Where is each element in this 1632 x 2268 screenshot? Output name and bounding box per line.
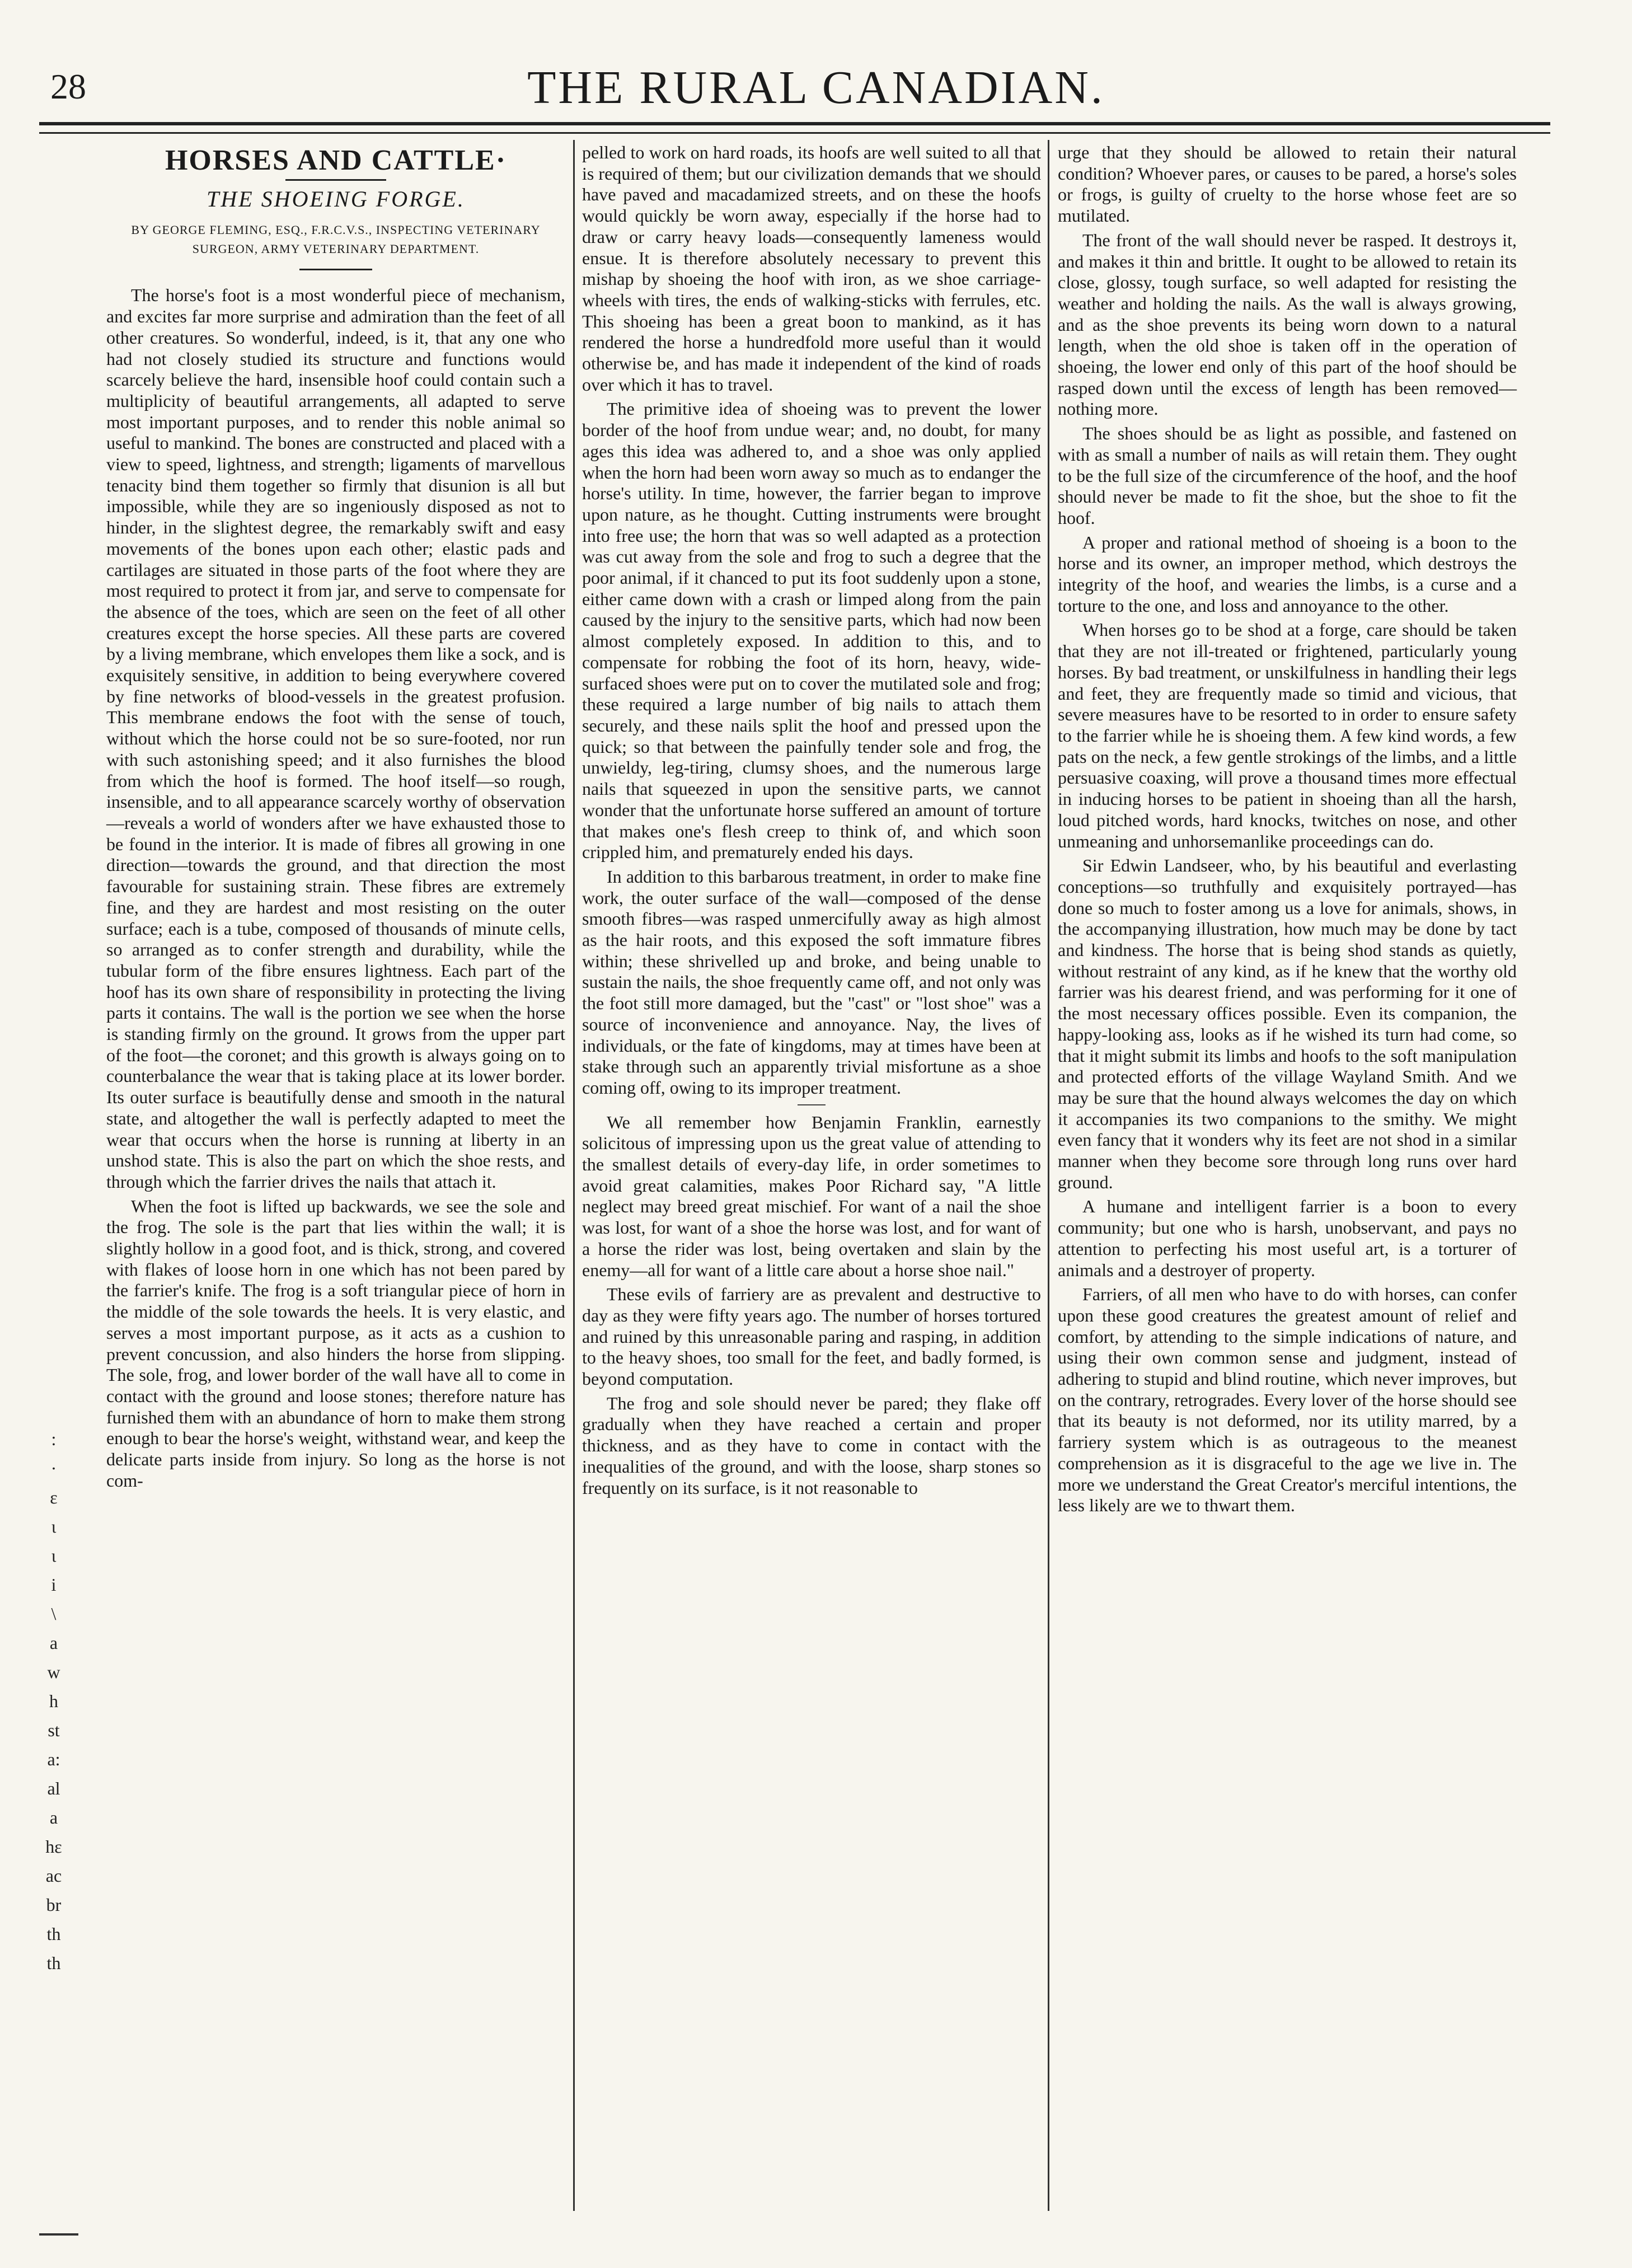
margin-char: ι xyxy=(51,1516,57,1536)
paragraph-separator xyxy=(798,1104,826,1105)
header-rule-thin xyxy=(39,132,1550,134)
margin-char: br xyxy=(46,1895,62,1915)
paragraph: We all remember how Benjamin Franklin, earnestly solicitous of impressing upon us the great value of attending to the smallest details of every-day life, in order sometimes to avoid great calamities, makes Poor Richard say, "A little neglect may breed great mischief. For want of a nail the shoe was lost, for want of a shoe the horse was lost, and for want of a horse the rider was lost, being overtaken and slain by the enemy—all for want of a little care about a horse shoe nail." xyxy=(582,1112,1041,1280)
page-edge-mark xyxy=(39,2233,78,2236)
paragraph: urge that they should be allowed to retain their natural condition? Whoever pares, or causes to be pared, a horse's soles or frogs, is guilty of cruelty to the horse whose feet are so mutilated. xyxy=(1058,142,1517,226)
margin-fragment xyxy=(37,1424,71,1978)
column-divider xyxy=(573,140,575,2211)
margin-char: al xyxy=(47,1778,60,1798)
column-divider xyxy=(1048,140,1049,2211)
paragraph: The primitive idea of shoeing was to prevent the lower border of the hoof from undue wear; and, no doubt, for many ages this idea was adhered to, and a shoe was only applied when the horn had been worn away so much as to endanger the horse's utility. In time, however, the farrier began to improve upon nature, as he thought. Cutting instruments were brought into free use; the horn that was so well adapted as a protection was cut away from the sole and frog to such a degree that the poor animal, if it chanced to put its foot suddenly upon a stone, either came down with a crash or limped along from the pain caused by the injury to the sensitive parts, which had now been almost completely exposed. In addition to this, and to compensate for robbing the foot of its horn, heavy, wide-surfaced shoes were put on to cover the mutilated sole and frog; these required a large number of big nails to attach them securely, and these nails split the hoof and pressed upon the quick; so that between the painfully tender sole and frog, the unwieldy, leg-tiring, clumsy shoes, and the numerous large nails that squeezed in upon the sensitive parts, we cannot wonder that the unfortunate horse suffered an amount of torture that makes one's flesh creep to think of, and which soon crippled him, and prematurely ended his days. xyxy=(582,399,1041,863)
paragraph: Farriers, of all men who have to do with horses, can confer upon these good creatures the greatest amount of relief and comfort, by attending to the simple indications of nature, and using their own common sense and judgment, instead of adhering to stupid and blind routine, which never improves, but on the contrary, retrogrades. Every lover of the horse should see that its beauty is not deformed, nor its utility marred, by a farriery system which is as outrageous to the meanest comprehension as it is disgraceful to the age we live in. The more we understand the Great Creator's merciful intentions, the less likely are we to thwart them. xyxy=(1058,1284,1517,1516)
header-rule-thick xyxy=(39,122,1550,125)
page-number: 28 xyxy=(50,67,86,106)
title-rule xyxy=(285,179,386,181)
paragraph: In addition to this barbarous treatment, in order to make fine work, the outer surface of the wall—composed of the dense smooth fibres—was rasped unmercifully away as high almost as the hair roots, and this exposed the soft immature fibres within; these shrivelled up and broke, and being unable to sustain the nails, the shoe frequently came off, and not only was the foot still more damaged, but the "cast" or "lost shoe" was a source of inconvenience and annoyance. Nay, the lives of individuals, or the fate of kingdoms, may at times have been at stake through such an apparently trivial misfortune as a shoe coming off, owing to its improper treatment. xyxy=(582,866,1041,1098)
paragraph: When horses go to be shod at a forge, care should be taken that they are not ill-treated or frightened, particularly young horses. By bad treatment, or unskilfulness in handling their legs and feet, they are frequently made so timid and vicious, that severe measures have to be resorted to in order to ensure safety to the farrier while he is shoeing them. A few kind words, a few pats on the neck, a few gentle strokings of the limbs, and a little persuasive coaxing, will prove a thousand times more effectual in inducing horses to be patient in shoeing than all the harsh, loud pitched words, hard knocks, twitches on nose, and other unmeaning and unhorsemanlike proceedings can do. xyxy=(1058,620,1517,851)
article-title: THE SHOEING FORGE. xyxy=(207,186,465,212)
margin-char: ε xyxy=(50,1487,58,1507)
paragraph: pelled to work on hard roads, its hoofs are well suited to all that is required of them; but our civilization demands that we should have paved and macadamized streets, and on these the hoofs would quickly be worn away, especially if the horse had to draw or carry heavy loads—consequently lameness would ensue. It is therefore absolutely necessary to prevent this mishap by shoeing the hoof with iron, as we shoe carriage-wheels with tires, the ends of walking-sticks with ferrules, etc. This shoeing has been a great boon to mankind, as it has rendered the horse a hundredfold more useful than it would otherwise be, and has made it independent of the kind of roads over which it has to travel. xyxy=(582,142,1041,395)
margin-char: st xyxy=(48,1720,60,1740)
margin-char: a: xyxy=(47,1749,60,1769)
paragraph: A humane and intelligent farrier is a boon to every community; but one who is harsh, unobservant, and pays no attention to perfecting his most useful art, is a torturer of animals and a destroyer of property. xyxy=(1058,1196,1517,1280)
margin-char: h xyxy=(49,1691,58,1711)
margin-char: : xyxy=(51,1429,57,1449)
column-3 xyxy=(1058,142,1517,1520)
margin-char: th xyxy=(46,1953,61,1973)
column-2 xyxy=(582,142,1041,1502)
paragraph: The frog and sole should never be pared; they flake off gradually when they have reached a certain and proper thickness, and as they have to come in contact with the inequalities of the ground, and with the loose, sharp stones so frequently on its surface, is it not reasonable to xyxy=(582,1393,1041,1498)
paragraph: When the foot is lifted up backwards, we see the sole and the frog. The sole is the part that lies within the wall; it is slightly hollow in a good foot, and is thick, strong, and covered with flakes of loose horn in one which has not been pared by the farrier's knife. The frog is a soft triangular piece of horn in the middle of the sole towards the heels. It is very elastic, and serves a most important purpose, as it acts as a cushion to prevent concussion, and also hinders the horse from slipping. The sole, frog, and lower border of the wall have all to come in contact with the ground and loose stones; therefore nature has furnished them with an abundance of horn to make them strong enough to bear the horse's weight, withstand wear, and keep the delicate parts inside from injury. So long as the horse is not com- xyxy=(106,1196,565,1491)
margin-char: w xyxy=(47,1662,60,1682)
section-title: HORSES AND CATTLE· xyxy=(165,144,507,176)
paragraph: The horse's foot is a most wonderful piece of mechanism, and excites far more surprise and admiration than the feet of all other creatures. So wonderful, indeed, is it, that any one who had not closely studied its structure and functions would scarcely believe the hard, insensible hoof could contain such a multiplicity of beautiful arrangements, all adapted to serve most important purposes, and to render this noble animal so useful to mankind. The bones are constructed and placed with a view to speed, lightness, and strength; ligaments of marvellous tenacity bind them together so firmly that disunion is all but impossible, while they are so ingeniously disposed as not to hinder, in the slightest degree, the remarkably swift and easy movements of the bones upon each other; elastic pads and cartilages are situated in those parts of the foot where they are most required to protect it from jar, and serve to compensate for the absence of the toes, which are seen on the feet of all other creatures except the horse species. All these parts are covered by a living membrane, which envelopes them like a sock, and is exquisitely sensitive, in addition to being everywhere covered by fine networks of blood-vessels in the greatest profusion. This membrane endows the foot with the sense of touch, without which the horse could not be so sure-footed, nor run with such astonishing speed; and it also furnishes the blood from which the hoof is formed. The hoof itself—so rough, insensible, and to all appearance scarcely worthy of observation—reveals a world of wonders after we have exhausted those to be found in the interior. It is made of fibres all growing in one direction—towards the ground, and that direction the most favourable for sustaining strain. These fibres are extremely fine, and they are hardest and most resisting on the outer surface; each is a tube, composed of thousands of minute cells, so arranged as to confer strength and durability, while the tubular form of the fibre ensures lightness. Each part of the hoof has its own share of responsibility in protecting the living parts it contains. The wall is the portion we see when the horse is standing firmly on the ground. It grows from the upper part of the foot—the coronet; and this growth is always going on to counterbalance the wear that is taking place at its lower border. Its outer surface is beautifully dense and smooth in the natural state, and altogether the wall is perfectly adapted to meet the wear that occurs when the horse is running at liberty in an unshod state. This is also the part on which the shoe rests, and through which the farrier drives the nails that attach it. xyxy=(106,285,565,1192)
margin-char: i xyxy=(51,1575,57,1595)
margin-char: · xyxy=(50,1458,57,1478)
paragraph: The front of the wall should never be rasped. It destroys it, and makes it thin and brittle. It ought to be allowed to retain its close, glossy, tough surface, so well adapted for resisting the weather and holding the nails. As the wall is always growing, and as the shoe prevents its being worn down to a natural length, when the old shoe is taken off in the operation of shoeing, the lower end only of this part of the hoof should be rasped down until the excess of length has been removed—nothing more. xyxy=(1058,229,1517,419)
margin-char: hε xyxy=(45,1836,62,1857)
byline: BY GEORGE FLEMING, ESQ., F.R.C.V.S., INSPECTING VETERINARY SURGEON, ARMY VETERINARY DEPARTMENT. xyxy=(131,223,541,256)
page-header xyxy=(0,0,1632,151)
byline-rule xyxy=(299,269,372,270)
margin-char: \ xyxy=(51,1604,57,1624)
paragraph: A proper and rational method of shoeing is a boon to the horse and its owner, an improper method, which destroys the integrity of the hoof, and wearies the limbs, is a curse and a torture to the one, and loss and annoyance to the other. xyxy=(1058,532,1517,616)
margin-char: a xyxy=(49,1633,58,1653)
margin-char: a xyxy=(49,1807,58,1827)
paragraph: Sir Edwin Landseer, who, by his beautiful and everlasting conceptions—so truthfully and exquisitely portrayed—has done so much to foster among us a love for animals, shows, in the accompanying illustration, how much may be done by tact and kindness. The horse that is being shod stands as quietly, without restraint of any kind, as if he knew that the worthy old farrier was his dearest friend, and was performing for it one of the most necessary offices possible. Even its companion, the happy-looking ass, looks as if he wished its turn had come, so that it might submit its limbs and hoofs to the soft manipulation and protected efforts of the village Wayland Smith. And we may be sure that the hound always welcomes the day on which it accompanies its two companions to the smithy. We might even fancy that it wonders why its feet are not shod in a similar manner when they become sore through long runs over hard ground. xyxy=(1058,855,1517,1192)
masthead: THE RURAL CANADIAN. xyxy=(527,62,1105,114)
paragraph: These evils of farriery are as prevalent and destructive to day as they were fifty years ago. The number of horses tortured and ruined by this unreasonable paring and rasping, in addition to the heavy shoes, too small for the feet, and badly formed, is beyond computation. xyxy=(582,1284,1041,1389)
column-1 xyxy=(106,146,565,1494)
margin-char: th xyxy=(46,1924,61,1944)
paragraph: The shoes should be as light as possible, and fastened on with as small a number of nails as will retain them. They ought to be the full size of the circumference of the hoof, and the hoof should never be made to fit the shoe, but the shoe to fit the hoof. xyxy=(1058,423,1517,528)
margin-char: ι xyxy=(51,1545,57,1566)
margin-char: ac xyxy=(45,1866,62,1886)
